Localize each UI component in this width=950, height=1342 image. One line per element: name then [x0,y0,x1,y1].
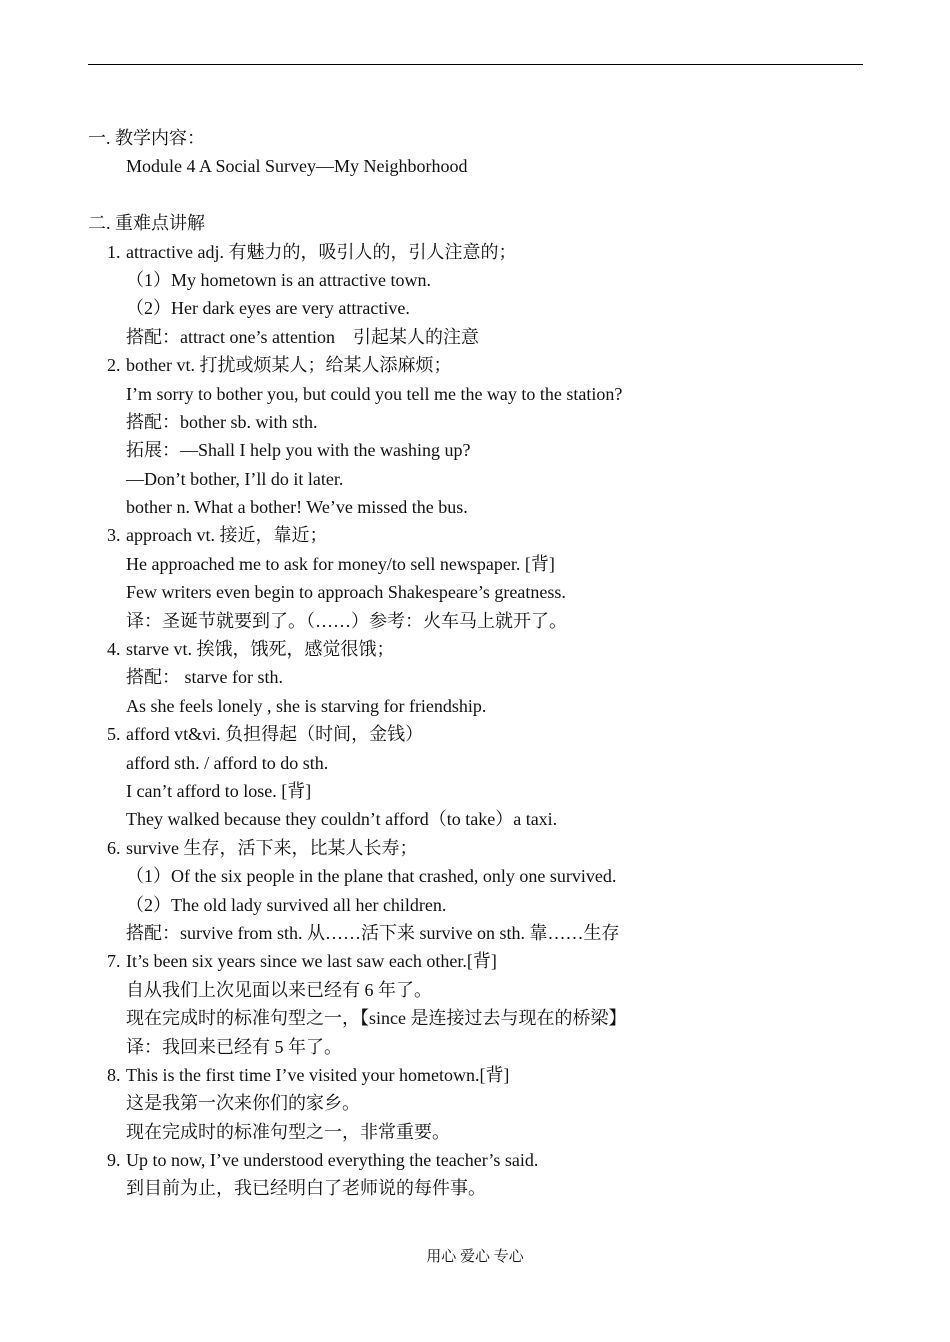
point-detail-line: （2）Her dark eyes are very attractive. [126,298,410,319]
point-number: 3. [107,525,121,546]
point-heading: It’s been six years since we last saw each other.[背] [126,951,497,972]
point-detail-line: As she feels lonely , she is starving for friendship. [126,695,487,716]
point-detail-line: （1）My hometown is an attractive town. [126,269,431,290]
point-number: 2. [107,355,121,376]
point-item [0,947,950,975]
point-item [0,635,950,663]
point-heading: starve vt. 挨饿，饿死，感觉很饿； [126,639,395,660]
point-heading: bother vt. 打扰或烦某人；给某人添麻烦； [126,355,452,376]
point-number: 8. [107,1064,121,1085]
point-detail-line: （2）The old lady survived all her children. [126,894,447,915]
point-detail-line: 译：我回来已经有 5 年了。 [126,1036,342,1057]
point-heading: attractive adj. 有魅力的，吸引人的，引人注意的； [126,241,517,262]
point-detail-line: 这是我第一次来你们的家乡。 [126,1093,360,1114]
point-item [0,351,950,379]
point-heading: survive 生存，活下来，比某人长寿； [126,837,418,858]
point-detail-line: 到目前为止，我已经明白了老师说的每件事。 [126,1178,486,1199]
point-number: 4. [107,639,121,660]
point-detail-line: He approached me to ask for money/to sell newspaper. [背] [126,553,555,574]
point-item [0,834,950,862]
point-number: 1. [107,241,121,262]
section-heading-points: 二. 重难点讲解 [88,213,205,234]
point-number: 9. [107,1150,121,1171]
point-detail-line: 现在完成时的标准句型之一，非常重要。 [126,1121,450,1142]
point-detail-line: 搭配：survive from sth. 从……活下来 survive on sth. 靠……生存 [126,922,620,943]
point-detail-line: afford sth. / afford to do sth. [126,752,329,773]
point-number: 6. [107,837,121,858]
section-heading-content: 一. 教学内容： [88,128,205,148]
point-item [0,238,950,266]
point-heading: afford vt&vi. 负担得起（时间，金钱） [126,724,424,745]
point-heading: Up to now, I’ve understood everything the teacher’s said. [126,1150,539,1171]
header-rule [88,64,863,65]
point-item [0,521,950,549]
page-footer: 用心 爱心 专心 [426,1249,524,1265]
point-detail-line: —Don’t bother, I’ll do it later. [126,468,344,489]
point-item [0,1146,950,1174]
spacer [0,181,950,209]
point-heading: approach vt. 接近，靠近； [126,525,328,546]
point-heading: This is the first time I’ve visited your hometown.[背] [126,1064,510,1085]
point-detail-line: Few writers even begin to approach Shakespeare’s greatness. [126,582,566,603]
point-detail-line: I can’t afford to lose. [背] [126,780,312,801]
point-detail-line: 译：圣诞节就要到了。（……）参考：火车马上就开了。 [126,610,567,631]
point-detail-line: 自从我们上次见面以来已经有 6 年了。 [126,979,432,1000]
point-detail-line: 现在完成时的标准句型之一，【since 是连接过去与现在的桥梁】 [126,1008,627,1029]
point-detail-line: 搭配：attract one’s attention 引起某人的注意 [126,326,479,347]
point-number: 7. [107,951,121,972]
point-item [0,720,950,748]
point-number: 5. [107,724,121,745]
point-detail-line: 搭配： starve for sth. [126,667,283,688]
point-item [0,1061,950,1089]
document-body [0,124,950,1203]
point-detail-line: 拓展：—Shall I help you with the washing up? [126,440,471,461]
point-detail-line: They walked because they couldn’t afford（to take）a taxi. [126,809,558,830]
point-detail-line: I’m sorry to bother you, but could you tell me the way to the station? [126,383,623,404]
point-list [0,238,950,1203]
module-title: Module 4 A Social Survey—My Neighborhood [126,156,468,177]
point-detail-line: （1）Of the six people in the plane that crashed, only one survived. [126,866,617,887]
point-detail-line: bother n. What a bother! We’ve missed the bus. [126,497,468,518]
point-detail-line: 搭配：bother sb. with sth. [126,411,318,432]
